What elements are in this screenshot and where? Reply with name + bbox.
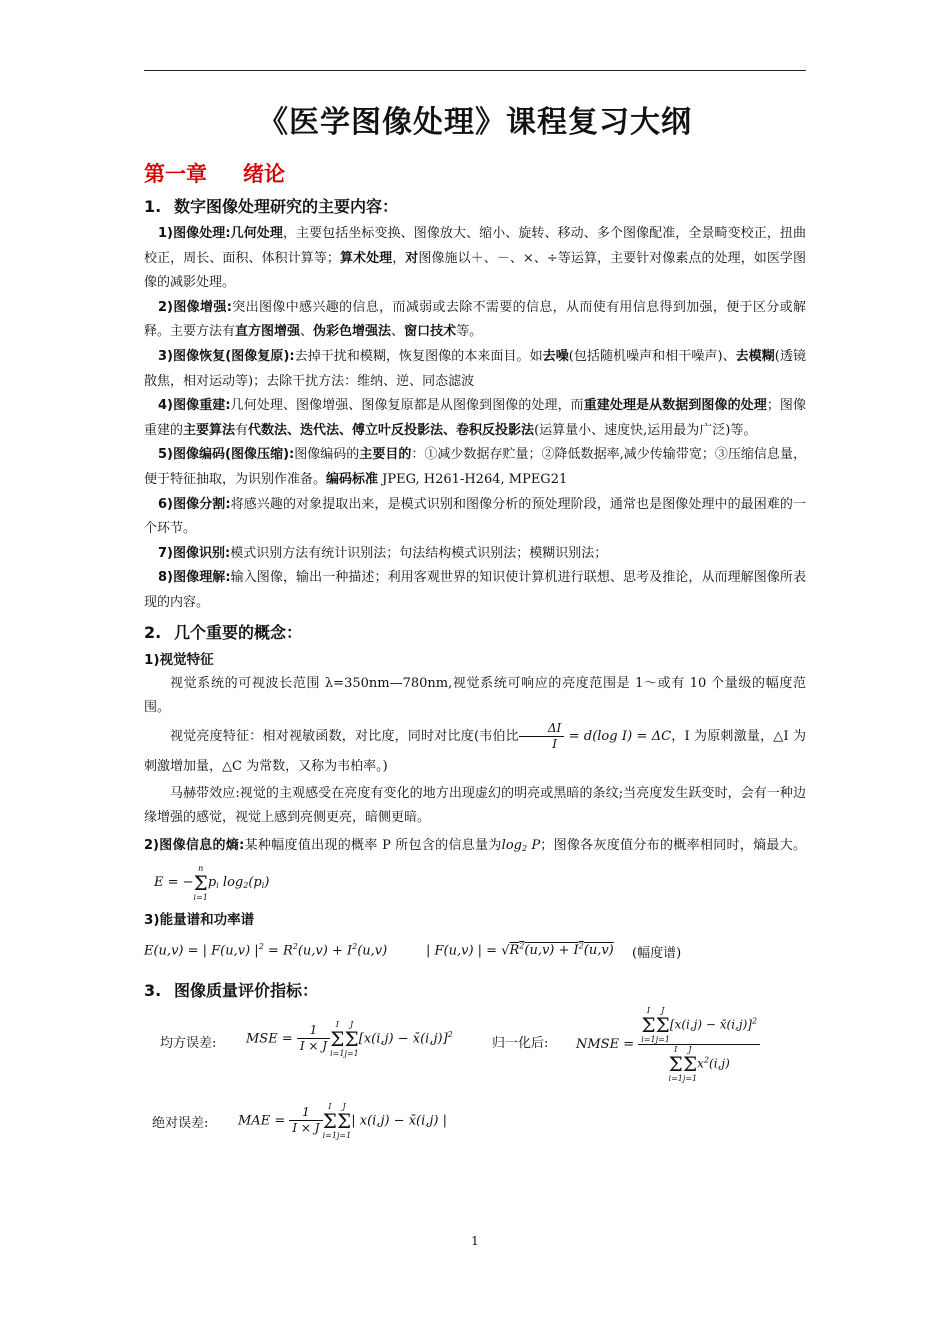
chapter-number: 第一章 bbox=[144, 162, 207, 186]
item-image-understanding bbox=[144, 566, 806, 615]
weber-formula: $\frac{\Delta I}{I}$ = d(log I) = ΔC bbox=[519, 729, 671, 744]
item-text: ；图像重建的 bbox=[144, 398, 806, 438]
section-1-heading bbox=[144, 192, 806, 222]
bold-term: 重建处理是从数据到图像的处理 bbox=[583, 398, 767, 414]
bold-term: 窗口技术 bbox=[404, 324, 457, 340]
mae-label: 绝对误差: bbox=[152, 1115, 209, 1131]
normalized-label: 归一化后: bbox=[492, 1035, 549, 1051]
section-3-title: 图像质量评价指标： bbox=[174, 980, 319, 1000]
item-text: ，I 为原刺激量，△I 为刺激增加量，△C 为常数，又称为韦柏率。) bbox=[144, 728, 806, 774]
item-text: ；图像各灰度值分布的概率相同时，熵最大。 bbox=[540, 837, 806, 853]
energy-formula-row bbox=[144, 932, 806, 972]
bold-term: 对 bbox=[405, 250, 419, 266]
weber-fraction: $\frac{\Delta I}{I}$ bbox=[519, 721, 564, 752]
mae-formula-row bbox=[144, 1092, 806, 1152]
item-image-restoration bbox=[144, 345, 806, 394]
item-lead: 2)图像信息的熵: bbox=[144, 837, 245, 853]
bold-term: 编码标准 bbox=[326, 471, 379, 487]
item-text: 几何处理、图像增强、图像复原都是从图像到图像的处理，而 bbox=[230, 398, 584, 414]
bold-term: 主要目的 bbox=[359, 447, 412, 463]
mse-label: 均方误差: bbox=[160, 1035, 217, 1051]
section-2-title: 几个重要的概念： bbox=[174, 622, 303, 642]
item-lead: 6)图像分割: bbox=[158, 496, 231, 512]
item-lead: 7)图像识别: bbox=[158, 545, 231, 561]
bold-term: 去噪 bbox=[542, 348, 569, 364]
item-text: 等。 bbox=[456, 324, 483, 340]
separator: 、 bbox=[391, 324, 405, 340]
log-p-formula: log2 P bbox=[501, 837, 541, 853]
bold-term: 代数法、迭代法、傅立叶反投影法、卷积反投影法 bbox=[248, 422, 535, 438]
document-title: 《医学图像处理》课程复习大纲 bbox=[258, 105, 692, 140]
page-number: 1 bbox=[471, 1234, 479, 1248]
item-lead: 4)图像重建: bbox=[158, 398, 231, 414]
item-image-processing bbox=[144, 222, 806, 296]
item-image-coding bbox=[144, 443, 806, 492]
item-text: JPEG, H261-H264, MPEG21 bbox=[378, 471, 568, 487]
item-image-segmentation bbox=[144, 493, 806, 542]
entropy-paragraph bbox=[144, 831, 806, 902]
item-text: (包括随机噪声和相干噪声)、 bbox=[568, 348, 736, 364]
item-lead: 1)图像处理: bbox=[158, 226, 231, 241]
header-rule bbox=[144, 70, 806, 71]
item-lead: 8)图像理解: bbox=[158, 570, 231, 586]
bold-term: 几何处理 bbox=[230, 226, 283, 241]
visual-range-paragraph: 视觉系统的可视波长范围 λ=350nm—780nm,视觉系统可响应的亮度范围是 1～或有 10 个量级的幅度范围。 bbox=[144, 675, 806, 716]
nmse-formula: NMSE = I Σ i=1 J Σ j=1 [x(i,j) − x̄(i,j)]$^2$ I Σ i=1 J Σ j=1 $x^2(i,j)$ bbox=[576, 1006, 760, 1083]
item-text: ，主要包括坐标变换、图像放大、缩小、旋转、移动、多个图像配准，全景畸变校正，扭曲校正，周长、面积、体积计算等； bbox=[144, 226, 806, 266]
bold-term: 伪彩色增强法 bbox=[313, 324, 392, 340]
item-text: 输入图像，输出一种描述；利用客观世界的知识使计算机进行联想、思考及推论，从而理解图像所表现的内容。 bbox=[144, 570, 806, 610]
item-text: ：①减少数据存贮量；②降低数据率,减少传输带宽；③压缩信息量，便于特征抽取，为识别作准备。 bbox=[144, 447, 806, 487]
section-2-number: 2. bbox=[144, 622, 162, 642]
mse-formula: MSE = $\frac{1}{I \times J}$ I Σ i=1 J Σ j=1 [x(i,j) − x̄(i,j)]$^2$ bbox=[246, 1019, 453, 1058]
bold-term: 去模糊 bbox=[735, 348, 775, 364]
chapter-heading bbox=[144, 158, 806, 190]
item-text: ， bbox=[392, 250, 406, 266]
bold-term: 算术处理 bbox=[339, 250, 393, 266]
entropy-formula: E = − n Σ i=1 pi log2(pi) bbox=[154, 863, 270, 902]
item-image-reconstruction bbox=[144, 394, 806, 443]
item-text: 去掉干扰和模糊，恢复图像的本来面目。如 bbox=[294, 348, 543, 364]
bold-term: 直方图增强 bbox=[235, 324, 301, 340]
item-lead: 5)图像编码(图像压缩): bbox=[158, 447, 295, 463]
document-page bbox=[144, 100, 806, 1152]
visual-brightness-paragraph bbox=[144, 721, 806, 782]
energy-spectrum-formula: E(u,v) = | F(u,v) $|^2 = R^2(u,v) + I^2(u,v)$ bbox=[144, 941, 388, 959]
item-text: 某种幅度值出现的概率 P 所包含的信息量为 bbox=[244, 837, 502, 853]
separator: 、 bbox=[300, 324, 314, 340]
mach-band-paragraph: 马赫带效应:视觉的主观感受在亮度有变化的地方出现虚幻的明亮或黑暗的条纹;当亮度发生跃变时，会有一种边缘增强的感觉，视觉上感到亮侧更亮，暗侧更暗。 bbox=[144, 785, 806, 826]
item-text: (运算量小、速度快,运用最为广泛)等。 bbox=[534, 422, 757, 438]
section-1-title: 数字图像处理研究的主要内容： bbox=[174, 197, 399, 216]
item-text: 模式识别方法有统计识别法；句法结构模式识别法；模糊识别法； bbox=[230, 545, 608, 561]
item-text: 有 bbox=[235, 422, 249, 438]
amplitude-spectrum-formula: | F(u,v) | = $√R^2(u,v) + I^2(u,v)$ bbox=[426, 941, 614, 959]
item-text: 图像施以＋、－、×、÷等运算，主要针对像素点的处理，如医学图像的减影处理。 bbox=[144, 250, 806, 291]
item-lead: 3)图像恢复(图像复原): bbox=[158, 348, 295, 364]
mse-formula-row bbox=[144, 1006, 806, 1086]
energy-spectrum-heading: 3)能量谱和功率谱 bbox=[144, 911, 255, 928]
item-lead: 2)图像增强: bbox=[158, 299, 232, 315]
item-image-enhancement bbox=[144, 296, 806, 345]
item-text: 将感兴趣的对象提取出来，是模式识别和图像分析的预处理阶段，通常也是图像处理中的最困难的一个环节。 bbox=[144, 496, 806, 537]
item-image-recognition bbox=[144, 542, 806, 567]
bold-term: 主要算法 bbox=[183, 422, 236, 438]
item-text: 图像编码的 bbox=[294, 447, 360, 463]
section-3-heading bbox=[144, 976, 806, 1006]
item-text: 突出图像中感兴趣的信息，而减弱或去除不需要的信息，从而使有用信息得到加强，便于区分或解释。主要方法有 bbox=[144, 299, 806, 340]
section-2-heading bbox=[144, 618, 806, 648]
amplitude-note: (幅度谱) bbox=[632, 945, 682, 961]
item-text: 视觉亮度特征：相对视敏函数，对比度，同时对比度(韦伯比 bbox=[170, 728, 519, 744]
chapter-name: 绪论 bbox=[243, 162, 285, 186]
item-text: (透镜散焦，相对运动等)；去除干扰方法：维纳、逆、同态滤波 bbox=[144, 348, 806, 389]
section-1-number: 1. bbox=[144, 197, 162, 216]
section-3-number: 3. bbox=[144, 980, 162, 1000]
mae-formula: MAE = $\frac{1}{I \times J}$ I Σ i=1 J Σ j=1 | x(i,j) − x̄(i,j) | bbox=[238, 1101, 448, 1140]
visual-features-heading: 1)视觉特征 bbox=[144, 651, 214, 668]
